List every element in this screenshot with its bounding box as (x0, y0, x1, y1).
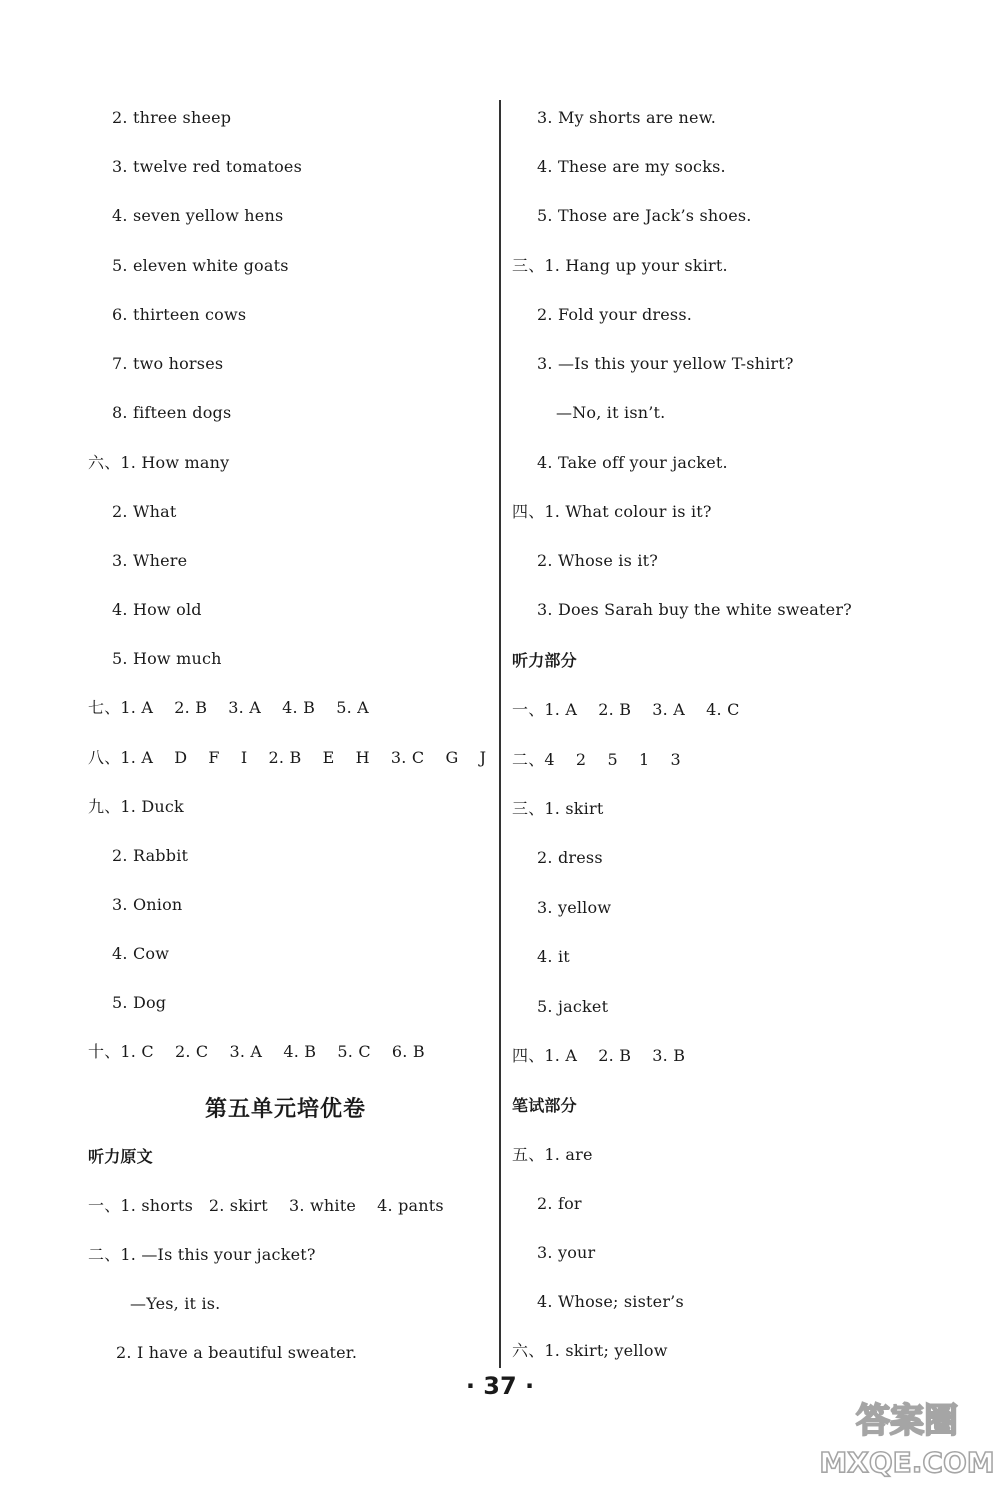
section-line: 四、1. What colour is it? (512, 502, 712, 521)
answer-line: 5. Dog (112, 993, 167, 1012)
answer-line: —No, it isn’t. (556, 403, 666, 422)
answer-line: 6. thirteen cows (112, 305, 247, 324)
answer-line: 4. Take off your jacket. (537, 453, 728, 472)
answer-line: 7. two horses (112, 354, 224, 373)
answer-line: 2. Whose is it? (537, 551, 659, 570)
answer-line: 8. fifteen dogs (112, 403, 232, 422)
answer-line: 5. jacket (537, 997, 609, 1016)
section-line: 十、1. C 2. C 3. A 4. B 5. C 6. B (88, 1042, 425, 1061)
answer-line: 3. My shorts are new. (537, 108, 716, 127)
section-line: 五、1. are (512, 1145, 593, 1164)
answer-line: 5. How much (112, 649, 222, 668)
answer-line: 4. seven yellow hens (112, 206, 284, 225)
answer-line: 2. Rabbit (112, 846, 189, 865)
section-heading: 听力部分 (512, 651, 577, 670)
answer-line: 4. How old (112, 600, 202, 619)
answer-line: 2. What (112, 502, 177, 521)
answer-line: 5. eleven white goats (112, 256, 289, 275)
page-number: · 37 · (465, 1372, 535, 1400)
section-line: 二、4 2 5 1 3 (512, 750, 681, 769)
unit-title: 第五单元培优卷 (205, 1097, 367, 1122)
answer-line: 3. your (537, 1243, 596, 1262)
answer-line: 2. I have a beautiful sweater. (116, 1343, 358, 1362)
answer-line: 4. Whose; sister’s (537, 1292, 684, 1311)
answer-line: 4. These are my socks. (537, 157, 726, 176)
answer-line: —Yes, it is. (130, 1294, 221, 1313)
watermark-top-text: 答案圈 (856, 1401, 958, 1441)
answer-line: 2. Fold your dress. (537, 305, 693, 324)
section-line: 九、1. Duck (88, 797, 184, 816)
answer-line: 3. Onion (112, 895, 183, 914)
section-heading: 笔试部分 (512, 1096, 577, 1115)
watermark-bottom-text: MXQE.COM (819, 1446, 995, 1479)
answer-line: 2. for (537, 1194, 582, 1213)
answer-line: 2. dress (537, 848, 603, 867)
answer-line: 4. it (537, 947, 570, 966)
section-line: 六、1. skirt; yellow (512, 1341, 668, 1360)
answer-line: 4. Cow (112, 944, 170, 963)
section-line: 七、1. A 2. B 3. A 4. B 5. A (88, 698, 369, 717)
answer-line: 3. —Is this your yellow T-shirt? (537, 354, 794, 373)
section-line: 四、1. A 2. B 3. B (512, 1046, 686, 1065)
answer-line: 2. three sheep (112, 108, 232, 127)
section-line: 六、1. How many (88, 453, 230, 472)
section-line: 一、1. shorts 2. skirt 3. white 4. pants (88, 1196, 444, 1215)
answer-line: 3. twelve red tomatoes (112, 157, 303, 176)
answer-line: 3. Where (112, 551, 188, 570)
section-heading: 听力原文 (88, 1147, 153, 1166)
section-line: 二、1. —Is this your jacket? (88, 1245, 316, 1264)
section-line: 八、1. A D F I 2. B E H 3. C G J (88, 748, 487, 767)
answer-line: 3. Does Sarah buy the white sweater? (537, 600, 852, 619)
column-divider (499, 100, 501, 1368)
section-line: 三、1. Hang up your skirt. (512, 256, 728, 275)
watermark-logo (818, 1388, 996, 1480)
section-line: 三、1. skirt (512, 799, 604, 818)
answer-line: 3. yellow (537, 898, 612, 917)
section-line: 一、1. A 2. B 3. A 4. C (512, 700, 740, 719)
answer-line: 5. Those are Jack’s shoes. (537, 206, 752, 225)
